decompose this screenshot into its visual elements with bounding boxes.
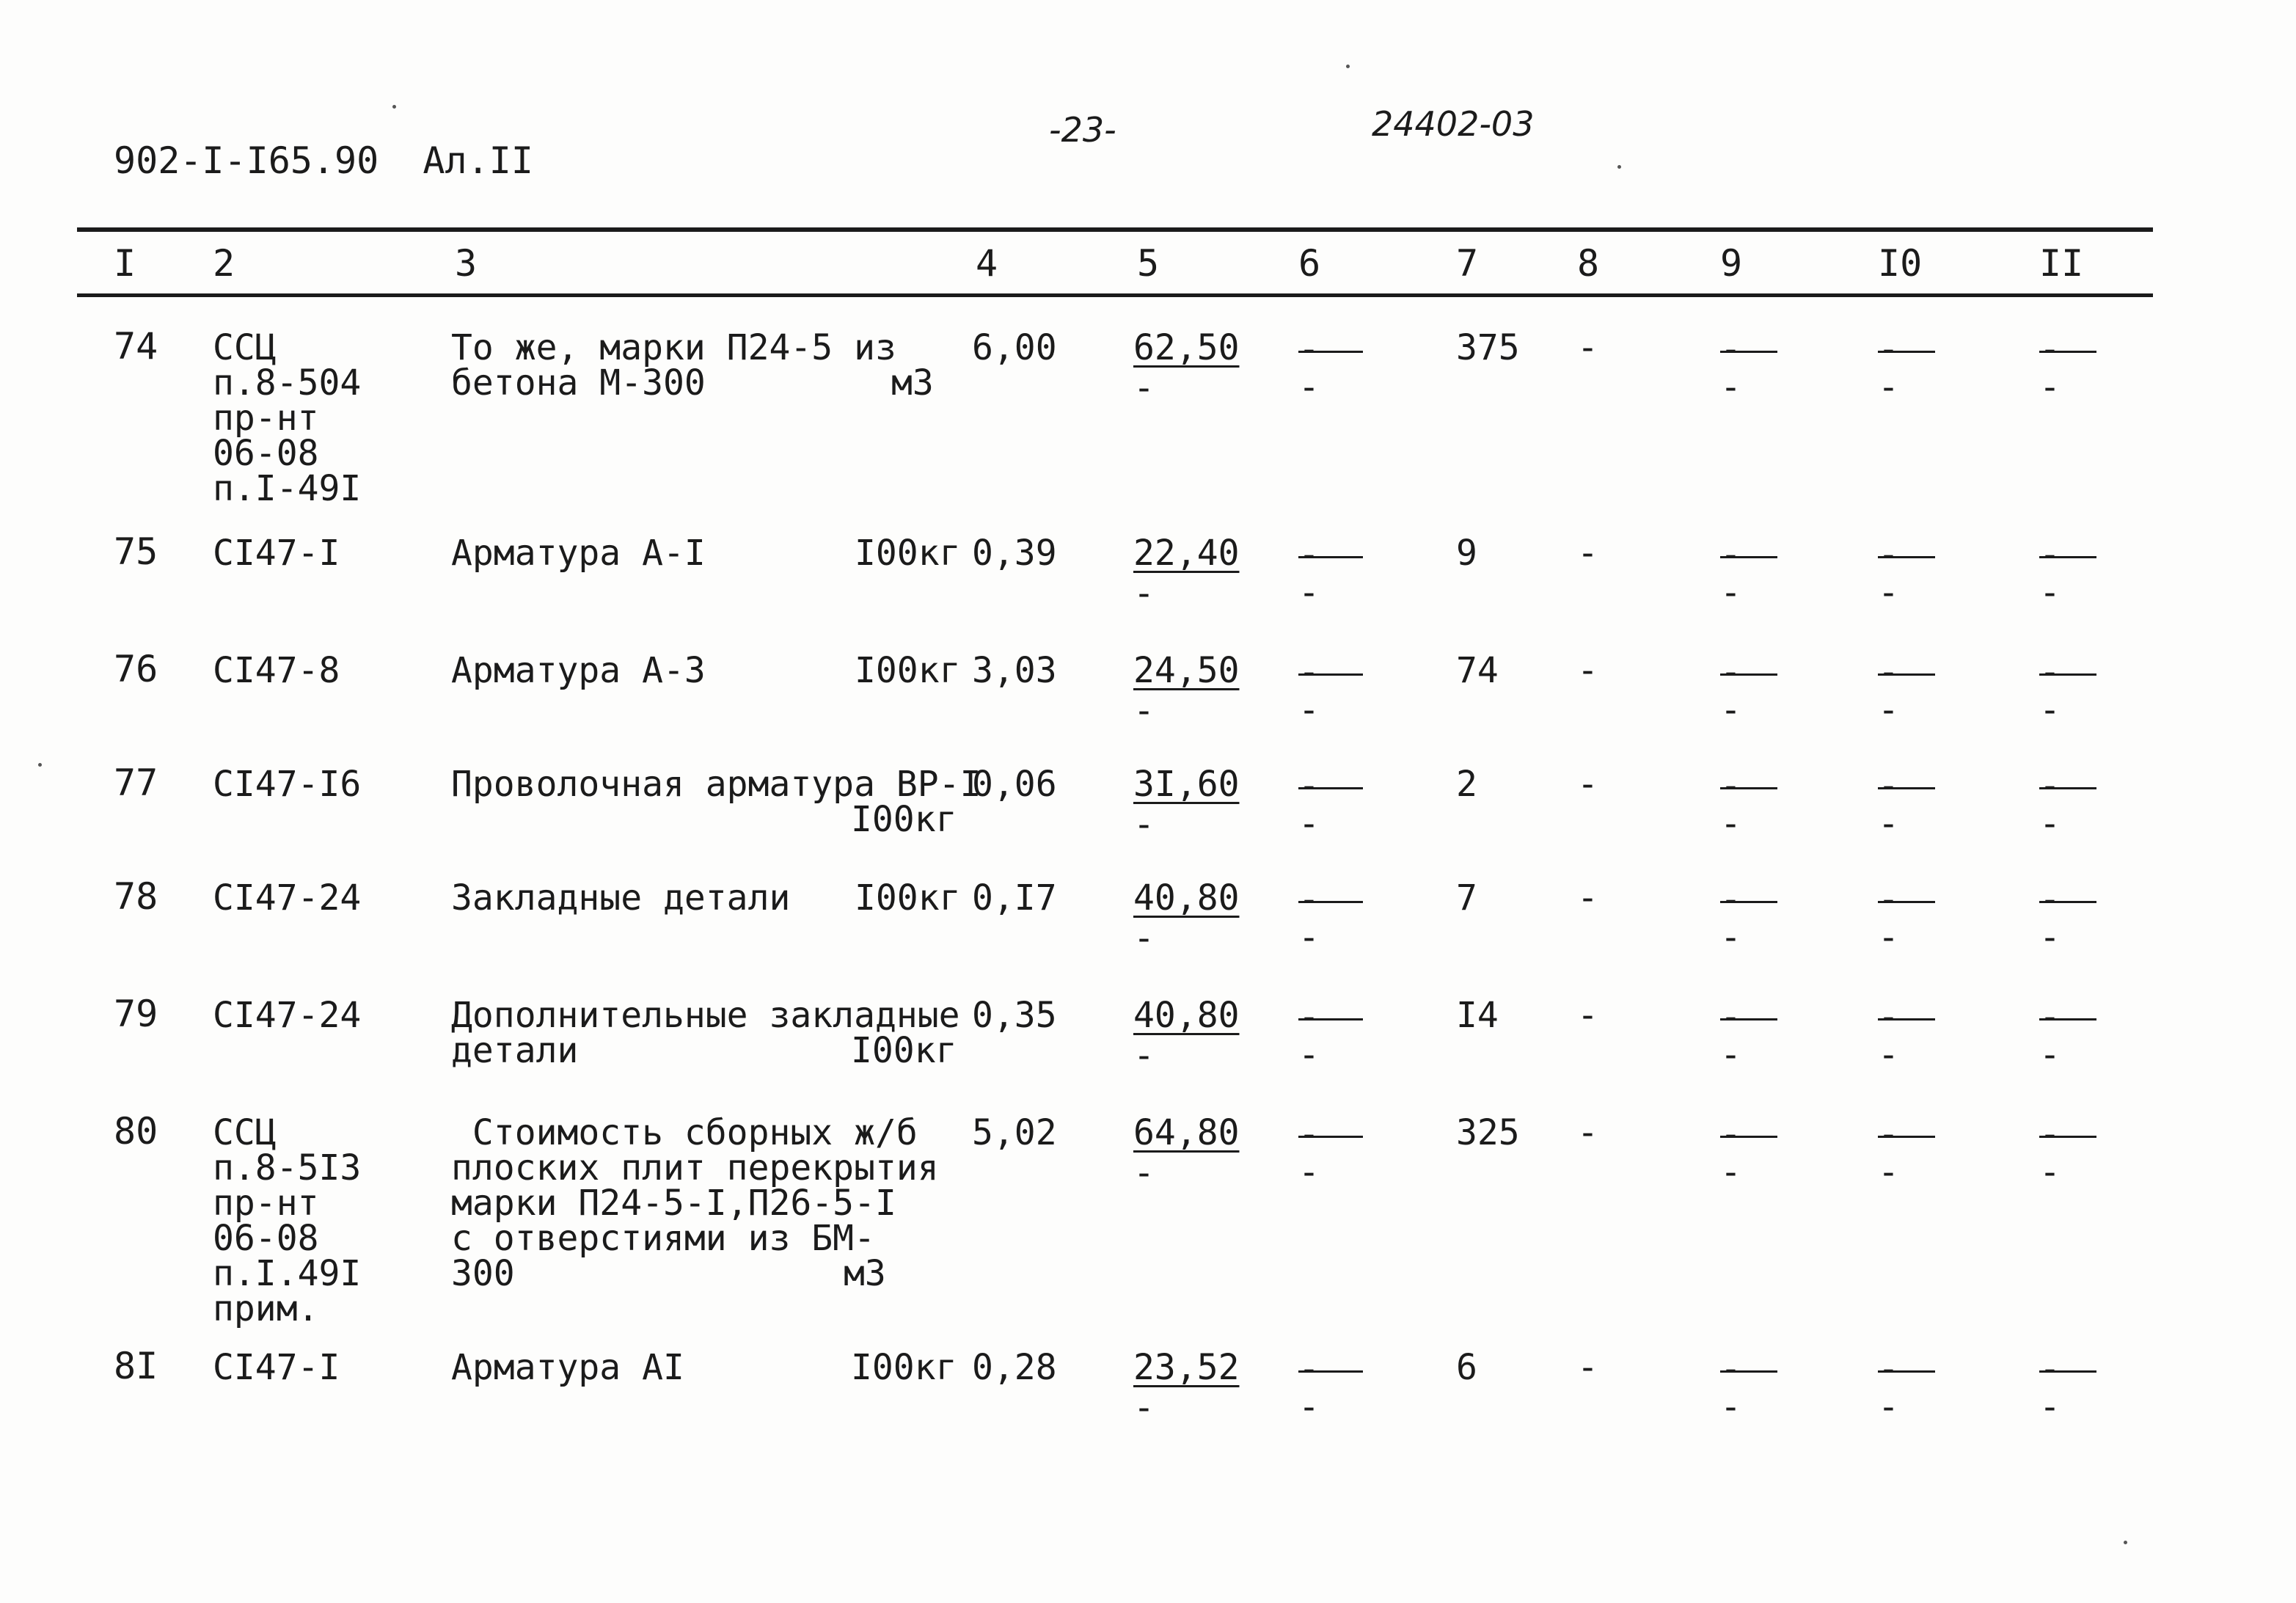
row-total: 2 [1456,764,1477,805]
fraction-top-dash: - [1298,879,1320,920]
row-col8-dash: - [1577,533,1598,574]
row-number: 76 [114,648,158,690]
row-code: ССЦ п.8-504 пр-нт 06-08 п.I-49I [213,327,362,509]
fraction-bottom-dash: - [1298,367,1320,408]
row-quantity: 0,I7 [972,877,1057,919]
row-code: СI47-24 [213,877,362,919]
fraction-bottom-dash: - [1878,1387,1899,1428]
fraction-bottom-dash: - [1878,803,1899,844]
fraction-bottom-dash: - [1298,690,1320,731]
column-header: I0 [1878,242,1923,285]
row-unit: I00кг [851,1347,957,1388]
scan-speck [1617,165,1621,169]
row-description: Закладные детали [451,877,791,919]
fraction-bottom-dash: - [1720,572,1741,613]
fraction-top-dash: - [1878,1114,1899,1155]
scan-speck [2124,1541,2127,1544]
fraction-top-dash: - [1298,1114,1320,1155]
row-total: 7 [1456,877,1477,919]
row-unit-price: 64,80 [1133,1112,1240,1153]
row-quantity: 0,06 [972,764,1057,805]
fraction-top-dash: - [1720,765,1741,806]
row-description: Дополнительные закладные детали [451,995,960,1071]
row-unit-price: 40,80 [1133,995,1240,1036]
fraction-bottom-dash: - [1298,1387,1320,1428]
row-price-sub-dash: - [1133,804,1155,845]
fraction-bottom-dash: - [2039,1152,2061,1193]
column-header: 7 [1456,242,1479,285]
fraction-bottom-dash: - [1720,690,1741,731]
row-number: 78 [114,875,158,918]
fraction-top-dash: - [1878,996,1899,1037]
row-code: СI47-I [213,533,340,574]
column-header: 2 [213,242,235,285]
row-total: 6 [1456,1347,1477,1388]
fraction-bottom-dash: - [1720,1152,1741,1193]
fraction-bottom-dash: - [1720,917,1741,958]
fraction-bottom-dash: - [1720,803,1741,844]
row-col8-dash: - [1577,1112,1598,1153]
table-top-rule [77,227,2153,232]
fraction-bottom-dash: - [2039,1034,2061,1076]
fraction-bottom-dash: - [1720,1034,1741,1076]
fraction-top-dash: - [1878,879,1899,920]
row-price-sub-dash: - [1133,1153,1155,1194]
fraction-top-dash: - [2039,329,2061,370]
scan-speck [1346,65,1350,68]
row-quantity: 6,00 [972,327,1057,368]
fraction-top-dash: - [2039,651,2061,693]
column-header: 6 [1298,242,1321,285]
column-header: 3 [455,242,478,285]
row-unit-price: 62,50 [1133,327,1240,368]
row-unit: м3 [891,362,934,404]
column-header: I [114,242,136,285]
row-code: СI47-8 [213,650,340,691]
scan-speck [392,105,396,109]
row-col8-dash: - [1577,1347,1598,1388]
fraction-bottom-dash: - [1878,1034,1899,1076]
column-header: 9 [1720,242,1743,285]
row-unit-price: 40,80 [1133,877,1240,919]
fraction-bottom-dash: - [1878,690,1899,731]
row-code: СI47-I6 [213,764,362,805]
fraction-bottom-dash: - [1298,1034,1320,1076]
fraction-top-dash: - [1298,996,1320,1037]
fraction-top-dash: - [1878,534,1899,575]
fraction-top-dash: - [1878,765,1899,806]
fraction-top-dash: - [2039,765,2061,806]
document-id: 902-I-I65.90 Ал.II [114,139,533,182]
row-total: I4 [1456,995,1499,1036]
fraction-top-dash: - [1878,329,1899,370]
row-col8-dash: - [1577,764,1598,805]
row-price-sub-dash: - [1133,1035,1155,1076]
fraction-bottom-dash: - [2039,803,2061,844]
row-unit: I00кг [855,533,961,574]
row-unit: I00кг [851,799,957,840]
column-header: II [2039,242,2084,285]
fraction-bottom-dash: - [2039,917,2061,958]
row-description: Арматура АI [451,1347,684,1388]
column-header: 8 [1577,242,1600,285]
fraction-top-dash: - [1720,534,1741,575]
row-quantity: 0,28 [972,1347,1057,1388]
row-description: Арматура А-I [451,533,706,574]
row-total: 375 [1456,327,1520,368]
row-description: Стоимость сборных ж/б плоских плит перекрытия марки П24-5-I,П26-5-I с отверстиями из БМ- 300 [451,1112,939,1294]
fraction-bottom-dash: - [1298,917,1320,958]
fraction-top-dash: - [2039,1348,2061,1390]
row-price-sub-dash: - [1133,690,1155,731]
row-number: 74 [114,325,158,368]
fraction-bottom-dash: - [1878,1152,1899,1193]
row-total: 74 [1456,650,1499,691]
fraction-bottom-dash: - [2039,690,2061,731]
row-quantity: 0,35 [972,995,1057,1036]
row-col8-dash: - [1577,995,1598,1036]
fraction-top-dash: - [2039,534,2061,575]
fraction-top-dash: - [1720,651,1741,693]
row-total: 325 [1456,1112,1520,1153]
fraction-bottom-dash: - [1878,917,1899,958]
fraction-top-dash: - [1878,1348,1899,1390]
row-unit-price: 22,40 [1133,533,1240,574]
row-number: 75 [114,530,158,573]
row-quantity: 5,02 [972,1112,1057,1153]
row-col8-dash: - [1577,327,1598,368]
fraction-top-dash: - [1720,879,1741,920]
fraction-top-dash: - [1298,765,1320,806]
row-unit: м3 [844,1253,886,1294]
row-unit-price: 24,50 [1133,650,1240,691]
table-header-rule [77,293,2153,297]
fraction-bottom-dash: - [1720,1387,1741,1428]
row-description: Проволочная арматура ВР-I [451,764,981,805]
fraction-top-dash: - [2039,1114,2061,1155]
row-price-sub-dash: - [1133,1387,1155,1428]
fraction-bottom-dash: - [1878,572,1899,613]
row-code: СI47-24 [213,995,362,1036]
row-unit-price: 3I,60 [1133,764,1240,805]
row-col8-dash: - [1577,650,1598,691]
row-col8-dash: - [1577,877,1598,919]
fraction-top-dash: - [1720,1114,1741,1155]
row-number: 77 [114,762,158,804]
row-total: 9 [1456,533,1477,574]
column-header: 5 [1137,242,1160,285]
row-unit: I00кг [851,1030,957,1071]
row-code: ССЦ п.8-5I3 пр-нт 06-08 п.I.49I прим. [213,1112,362,1329]
row-quantity: 0,39 [972,533,1057,574]
row-quantity: 3,03 [972,650,1057,691]
fraction-top-dash: - [2039,996,2061,1037]
fraction-bottom-dash: - [2039,572,2061,613]
row-price-sub-dash: - [1133,918,1155,959]
row-number: 80 [114,1110,158,1153]
row-code: СI47-I [213,1347,340,1388]
page-number: -23- [1049,110,1116,150]
fraction-top-dash: - [1720,996,1741,1037]
row-price-sub-dash: - [1133,368,1155,409]
row-unit: I00кг [855,650,961,691]
row-unit-price: 23,52 [1133,1347,1240,1388]
row-number: 8I [114,1345,158,1387]
fraction-top-dash: - [2039,879,2061,920]
fraction-top-dash: - [1720,1348,1741,1390]
fraction-bottom-dash: - [1298,572,1320,613]
fraction-bottom-dash: - [2039,367,2061,408]
row-price-sub-dash: - [1133,573,1155,614]
scan-speck [38,763,42,767]
fraction-bottom-dash: - [1878,367,1899,408]
handwritten-stamp: 24402-03 [1372,104,1535,144]
fraction-top-dash: - [1720,329,1741,370]
fraction-top-dash: - [1878,651,1899,693]
row-number: 79 [114,993,158,1035]
row-description: То же, марки П24-5 из бетона М-300 [451,327,896,404]
fraction-top-dash: - [1298,1348,1320,1390]
fraction-top-dash: - [1298,534,1320,575]
fraction-bottom-dash: - [1298,1152,1320,1193]
column-header: 4 [976,242,998,285]
row-description: Арматура А-3 [451,650,706,691]
fraction-bottom-dash: - [1298,803,1320,844]
fraction-bottom-dash: - [1720,367,1741,408]
fraction-bottom-dash: - [2039,1387,2061,1428]
fraction-top-dash: - [1298,651,1320,693]
row-unit: I00кг [855,877,961,919]
fraction-top-dash: - [1298,329,1320,370]
